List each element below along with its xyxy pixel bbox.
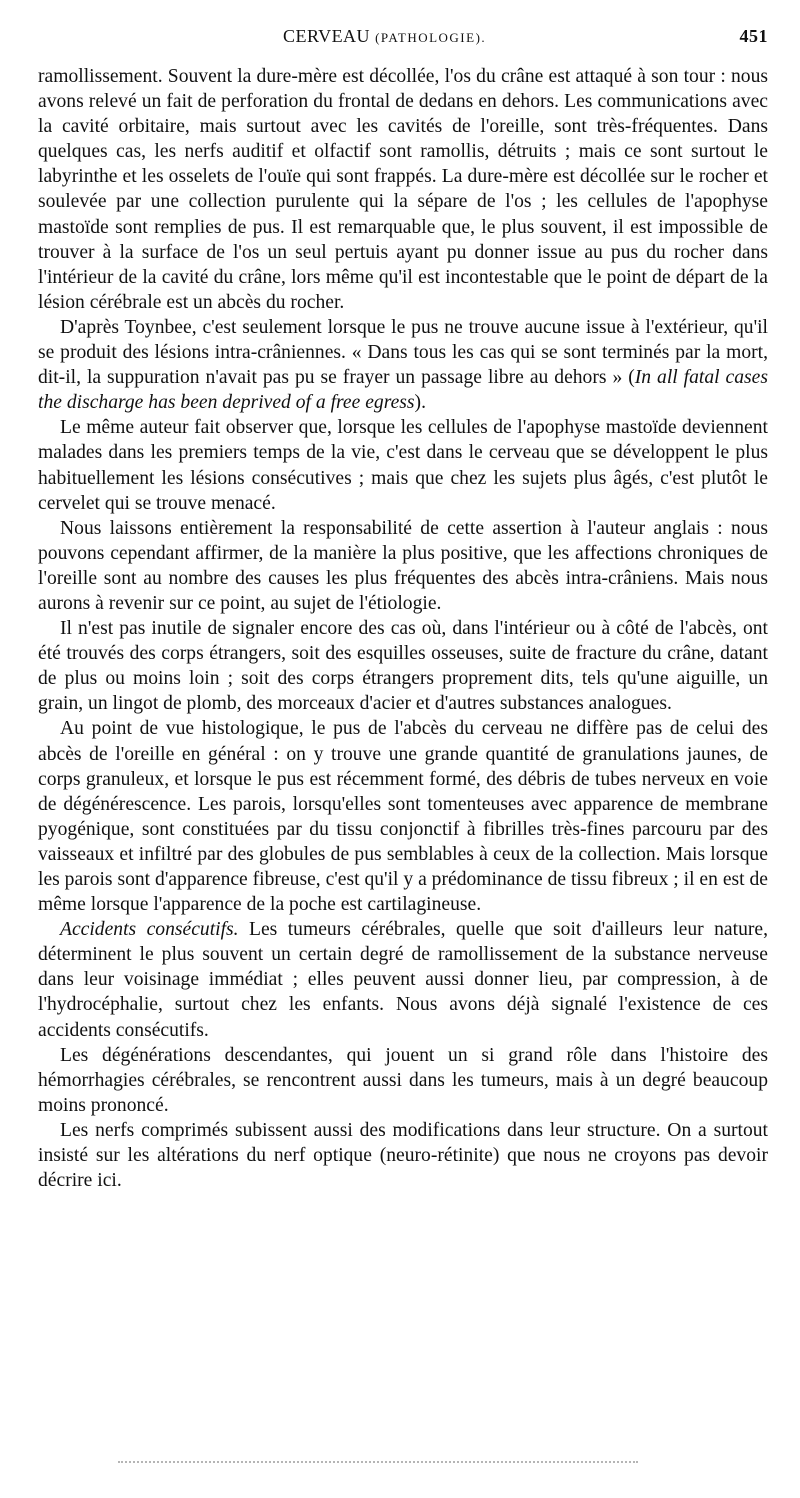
- paragraph-histologique: [38, 716, 768, 917]
- running-head: [38, 26, 768, 54]
- paragraph-text: Les dégénérations descendantes, qui jouent un si grand rôle dans l'histoire des hémorrhagies cérébrales, se rencontrent aussi dans les tumeurs, mais à un degré beaucoup moins prononcé.: [38, 1044, 768, 1116]
- paragraph-text: ).: [414, 392, 426, 414]
- paragraph-degenerations: [38, 1043, 768, 1118]
- paragraph-text: Les tumeurs cérébrales, quelle que soit d'ailleurs leur nature, déterminent le plus souvent un certain degré de ramollissement de la substance nerveuse dans leur voisinage immédiat ; elles peuvent aussi donner lieu, par compression, à de l'hydrocéphalie, surtout chez les enfants. Nous avons déjà signalé l'existence de ces accidents consécutifs.: [38, 919, 768, 1041]
- section-heading-accidents: Accidents consécutifs.: [60, 919, 239, 941]
- paragraph-text: Il n'est pas inutile de signaler encore des cas où, dans l'intérieur ou à côté de l'abcès, ont été trouvés des corps étrangers, soit des esquilles osseuses, suite de fracture du crâne, datant de plus ou moins loin ; soit des corps étrangers proprement dits, tels qu'une aiguille, un grain, un lingot de plomb, des morceaux d'acier et d'autres substances analogues.: [38, 618, 768, 715]
- paragraph-toynbee: [38, 315, 768, 415]
- paragraph-text: ramollissement. Souvent la dure-mère est décollée, l'os du crâne est attaqué à son tour : nous avons relevé un fait de perforation du frontal de dedans en dehors. Les communications avec la cavité orbitaire, mais surtout avec les cavités de l'oreille, sont très-fréquentes. Dans quelques cas, les nerfs auditif et olfactif sont ramollis, détruits ; mais ce sont surtout le labyrinthe et les osselets de l'ouïe qui sont frappés. La dure-mère est décollée sur le rocher et soulevée par une collection purulente qui la sépare de l'os ; les cellules de l'apophyse mastoïde sont remplies de pus. Il est remarquable que, le plus souvent, il est impossible de trouver à la surface de l'os un seul pertuis ayant pu donner issue au pus du rocher dans l'intérieur de la cavité du crâne, lors même qu'il est incontestable que le point de départ de la lésion cérébrale est un abcès du rocher.: [38, 66, 768, 313]
- paragraph-text: Nous laissons entièrement la responsabilité de cette assertion à l'auteur anglais : nous pouvons cependant affirmer, de la manière la plus positive, que les affections chroniques de l'oreille sont au nombre des causes les plus fréquentes des abcès intra-crâniens. Mais nous aurons à revenir sur ce point, au sujet de l'étiologie.: [38, 517, 768, 614]
- page-number: 451: [739, 26, 768, 46]
- paragraph-text: D'après Toynbee, c'est seulement lorsque le pus ne trouve aucune issue à l'extérieur, qu'il se produit des lésions intra-crâniennes. « Dans tous les cas qui se sont terminés par la mort, dit-il, la suppuration n'avait pas pu se frayer un passage libre au dehors » (: [38, 316, 768, 389]
- paragraph-text: Les nerfs comprimés subissent aussi des modifications dans leur structure. On a surtout insisté sur les altérations du nerf optique (neuro-rétinite) que nous ne croyons pas devoir décrire ici.: [38, 1119, 768, 1192]
- running-head-title: [283, 26, 486, 47]
- paragraph-nerfs: [38, 1118, 768, 1193]
- paragraph-continuation: [38, 64, 768, 315]
- paragraph-accidents: [38, 917, 768, 1042]
- paragraph-meme-auteur: [38, 415, 768, 515]
- running-head-title-sub: (PATHOLOGIE).: [375, 30, 487, 45]
- paragraph-responsabilite: [38, 516, 768, 616]
- paragraph-text: Au point de vue histologique, le pus de l'abcès du cerveau ne diffère pas de celui des abcès de l'oreille en général : on y trouve une grande quantité de granulations jaunes, de corps granuleux, et lorsque le pus est récemment formé, des débris de tubes nerveux en voie de dégénérescence. Les parois, lorsqu'elles sont tomenteuses avec apparence de membrane pyogénique, sont constituées par du tissu conjonctif à fibrilles très-fines parcouru par des vaisseaux et infiltré par des globules de pus semblables à ceux de la collection. Mais lorsque les parois sont d'apparence fibreuse, c'est qu'il y a prédominance de tissu fibreux ; il en est de même lorsque l'apparence de la poche est cartilagineuse.: [38, 718, 768, 916]
- paragraph-text: Le même auteur fait observer que, lorsque les cellules de l'apophyse mastoïde deviennent malades dans les premiers temps de la vie, c'est dans le cerveau que se développent le plus habituellement les lésions consécutives ; mais que chez les sujets plus âgés, c'est plutôt le cervelet qui se trouve menacé.: [38, 417, 768, 514]
- running-head-title-main: CERVEAU: [283, 26, 376, 46]
- paragraph-corps-etrangers: [38, 616, 768, 716]
- english-quote: In all fatal cases the discharge has been deprived of a free egress: [38, 367, 768, 414]
- bottom-dotted-rule: [118, 1461, 638, 1463]
- body-text: [38, 64, 768, 1193]
- book-page: [38, 26, 768, 1193]
